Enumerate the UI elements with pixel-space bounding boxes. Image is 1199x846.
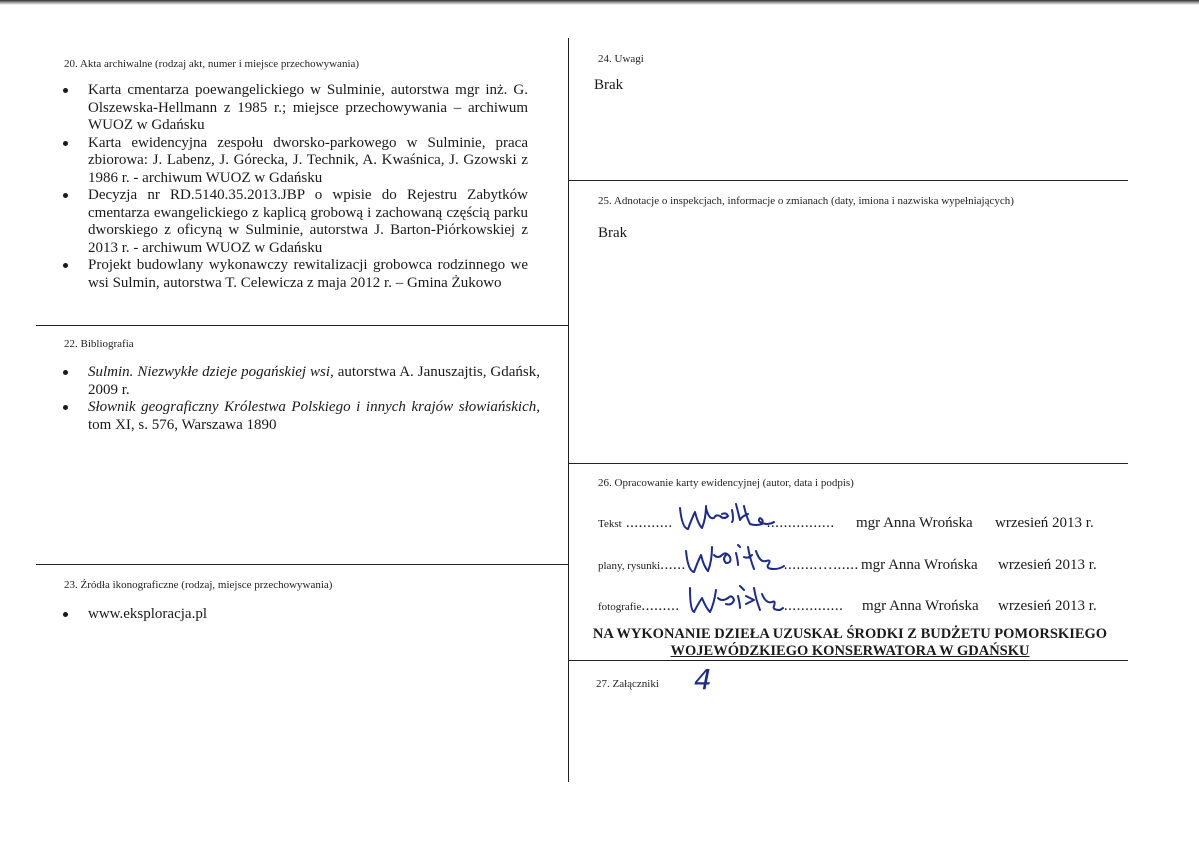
section-23-label: 23. Źródła ikonograficzne (rodzaj, miejsce przechowywania) xyxy=(64,579,333,591)
section-23-list xyxy=(60,606,460,624)
field-label: plany, rysunki xyxy=(598,560,661,572)
bibliography-details: autorstwa A. Januszajtis, Gdańsk, 2009 r. xyxy=(88,364,541,398)
divider-24-25 xyxy=(568,180,1128,181)
bibliography-title: Sulmin. Niezwykłe dzieje pogańskiej wsi, xyxy=(88,364,334,380)
author-name: mgr Anna Wrońska xyxy=(862,598,979,614)
notice-line-2: WOJEWÓDZKIEGO KONSERWATORA W GDAŃSKU xyxy=(670,643,1030,659)
list-item: Decyzja nr RD.5140.35.2013.JBP o wpisie do Rejestru Zabytków cmentarza ewangelickiego z kaplicą grobową i zachowaną częścią parku dworskiego z oficyną w Sulminie, autorstwa J. Barton-Piórkowskiej z 2013 r. - archiwum WUOZ w Gdańsku xyxy=(60,187,528,257)
section-22-label: 22. Bibliografia xyxy=(64,338,134,350)
section-24-label: 24. Uwagi xyxy=(598,53,644,65)
signature-text xyxy=(676,498,776,536)
section-22-list xyxy=(60,364,540,434)
attachments-count: 4 xyxy=(694,663,712,696)
dotted-leader: ........…...... xyxy=(783,557,859,573)
field-label: fotografie xyxy=(598,601,642,613)
divider-26-27 xyxy=(568,660,1128,661)
section-25-label: 25. Adnotacje o inspekcjach, informacje o zmianach (daty, imiona i nazwiska wypełniających) xyxy=(598,195,1014,207)
list-item xyxy=(60,364,540,399)
signature-drawings xyxy=(682,541,786,579)
list-item: Karta cmentarza poewangelickiego w Sulminie, autorstwa mgr inż. G. Olszewska-Hellmann z 1985 r.; miejsce przechowywania – archiwum WUOZ w Gdańsku xyxy=(60,82,528,135)
scan-top-edge xyxy=(0,0,1199,5)
dotted-leader: ...... xyxy=(660,557,686,573)
bibliography-details: tom XI, s. 576, Warszawa 1890 xyxy=(88,416,277,433)
section-25-value: Brak xyxy=(598,225,628,241)
section-27-label: 27. Załączniki xyxy=(596,678,659,690)
section-20-label: 20. Akta archiwalne (rodzaj akt, numer i miejsce przechowywania) xyxy=(64,58,360,70)
date: wrzesień 2013 r. xyxy=(998,598,1097,614)
divider-22-23 xyxy=(36,564,568,565)
dotted-leader: ......... xyxy=(641,598,680,614)
author-name: mgr Anna Wrońska xyxy=(861,557,978,573)
section-20-list xyxy=(60,82,528,292)
divider-20-22 xyxy=(36,325,568,326)
list-item: Karta ewidencyjna zespołu dworsko-parkowego w Sulminie, praca zbiorowa: J. Labenz, J. Górecka, J. Technik, A. Kwaśnica, J. Gzowski z 1986 r. - archiwum WUOZ w Gdańsku xyxy=(60,135,528,188)
list-item xyxy=(60,399,540,434)
dotted-leader: ........... xyxy=(621,515,673,531)
list-item: www.eksploracja.pl xyxy=(60,606,460,624)
notice-line-1: NA WYKONANIE DZIEŁA UZUSKAŁ ŚRODKI Z BUDŻETU POMORSKIEGO xyxy=(592,626,1108,642)
date: wrzesień 2013 r. xyxy=(998,557,1097,573)
field-label: Tekst xyxy=(598,518,622,530)
list-item: Projekt budowlany wykonawczy rewitalizacji grobowca rodzinnego we wsi Sulmin, autorstwa T. Celewicza z maja 2012 r. – Gmina Żukowo xyxy=(60,257,528,292)
funding-notice xyxy=(572,626,1128,660)
divider-25-26 xyxy=(568,463,1128,464)
signature-photos xyxy=(684,582,784,620)
date: wrzesień 2013 r. xyxy=(995,515,1094,531)
section-24-value: Brak xyxy=(594,77,624,93)
bibliography-title: Słownik geograficzny Królestwa Polskiego i innych krajów słowiańskich, xyxy=(88,399,540,415)
dotted-leader: ............... xyxy=(779,598,844,614)
section-26-label: 26. Opracowanie karty ewidencyjnej (autor, data i podpis) xyxy=(598,477,854,489)
dotted-leader: ................ xyxy=(766,515,835,531)
author-name: mgr Anna Wrońska xyxy=(856,515,973,531)
column-divider xyxy=(568,38,569,782)
